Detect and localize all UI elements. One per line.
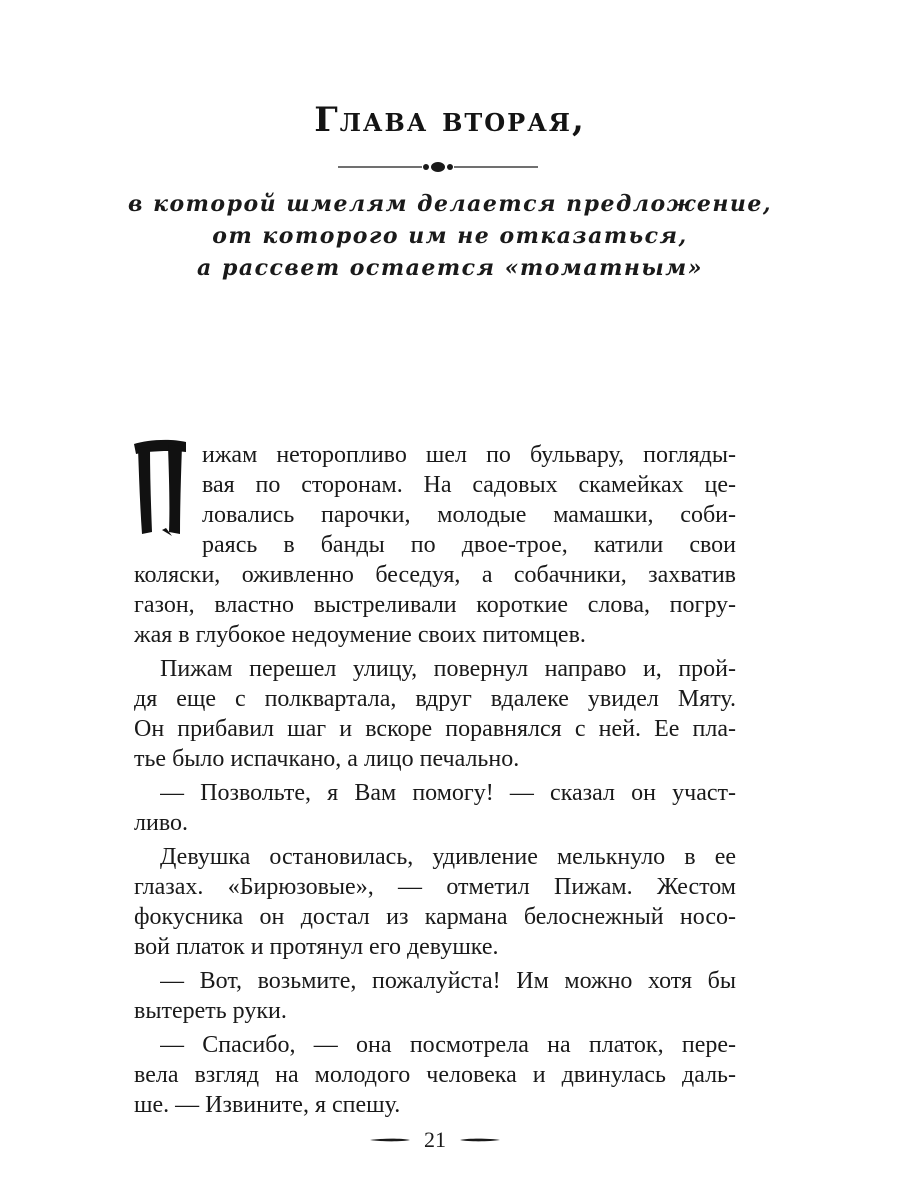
text-line: глазах. «Бирюзовые», — отметил Пижам. Жестом [134, 874, 736, 900]
text-line: — Спасибо, — она посмотрела на платок, пере- [160, 1032, 736, 1058]
chapter-title: Глава вторая, [314, 100, 586, 140]
text-line: тье было испачкано, а лицо печально. [134, 746, 520, 772]
text-line: раясь в банды по двое-трое, катили свои [202, 532, 736, 558]
text-line: дя еще с полквартала, вдруг вдалеке увидел Мяту. [134, 686, 736, 712]
text-line: фокусника он достал из кармана белоснежный носо- [134, 904, 736, 930]
text-line: газон, властно выстреливали короткие слова, погру- [134, 592, 736, 618]
page-folio [370, 1126, 500, 1154]
subtitle-line: от которого им не отказаться, [212, 223, 688, 249]
text-line: ливо. [134, 810, 188, 836]
text-line: ижам неторопливо шел по бульвару, погляды- [202, 442, 736, 468]
text-line: вой платок и протянул его девушке. [134, 934, 499, 960]
text-line: ше. — Извините, я спешу. [134, 1092, 401, 1118]
text-line: коляски, оживленно беседуя, а собачники, захватив [134, 562, 736, 588]
text-line: Пижам перешел улицу, повернул направо и, прой- [160, 656, 736, 682]
text-line: Он прибавил шаг и вскоре поравнялся с ней. Ее пла- [134, 716, 736, 742]
folio-dash-right [460, 1138, 500, 1142]
text-line: вытереть руки. [134, 998, 287, 1024]
page-number: 21 [424, 1127, 446, 1152]
text-line: ловались парочки, молодые мамашки, соби- [202, 502, 736, 528]
text-line: — Вот, возьмите, пожалуйста! Им можно хотя бы [160, 968, 736, 994]
text-line: вела взгляд на молодого человека и двинулась даль- [134, 1062, 736, 1088]
text-line: Девушка остановилась, удивление мелькнуло в ее [160, 844, 736, 870]
text-line: вая по сторонам. На садовых скамейках це- [202, 472, 736, 498]
text-line: — Позвольте, я Вам помогу! — сказал он участ- [160, 780, 736, 806]
text-line: жая в глубокое недоумение своих питомцев. [134, 622, 586, 648]
subtitle-line: а рассвет остается «томатным» [197, 255, 703, 281]
subtitle-line: в которой шмелям делается предложение, [127, 191, 773, 217]
